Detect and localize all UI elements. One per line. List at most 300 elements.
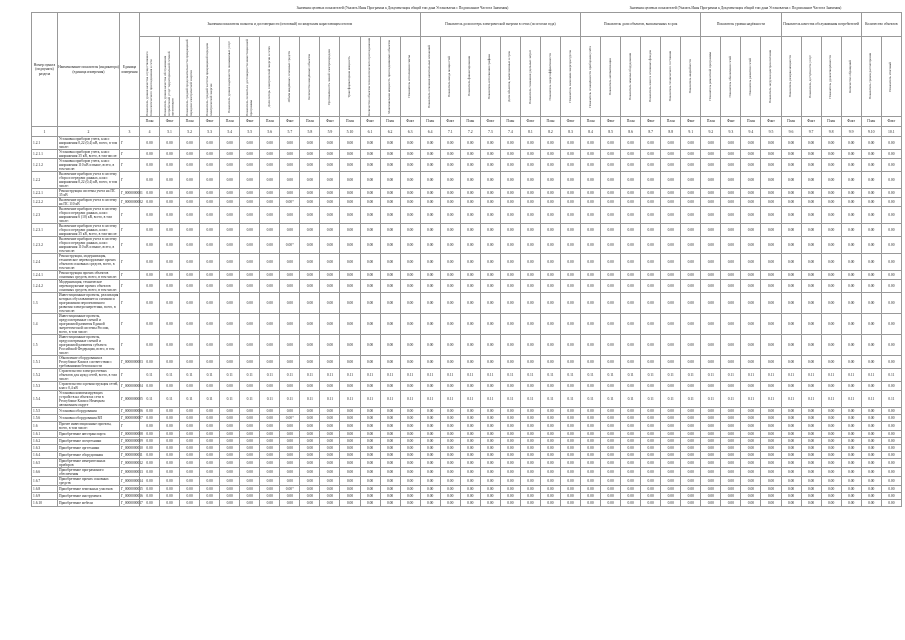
row-code: 1.6.9 xyxy=(32,493,58,500)
plan-fact-header: Факт xyxy=(400,117,420,127)
value-cell: 0.00 xyxy=(560,280,580,293)
value-cell: 0.11 xyxy=(581,391,601,408)
value-cell: 0.00 xyxy=(160,254,180,271)
value-cell: 0.00 xyxy=(741,224,761,237)
row-code: 1.2.1.1 xyxy=(32,150,58,159)
plan-fact-header: Факт xyxy=(841,117,861,127)
column-header: Доля потерь электрической энергии в сетях xyxy=(260,37,280,117)
value-cell: 0.00 xyxy=(761,422,781,431)
value-cell: 0.00 xyxy=(681,280,701,293)
value-cell: 0.00 xyxy=(621,382,641,391)
value-cell: 0.00 xyxy=(821,189,841,198)
value-cell: 0.00 xyxy=(641,459,661,468)
value-cell: 0.00 xyxy=(841,271,861,280)
value-cell: 0.00 xyxy=(520,293,540,314)
value-cell: 0.00 xyxy=(380,438,400,445)
value-cell: 0.00 xyxy=(320,172,340,189)
row-code: 1.2.3 xyxy=(32,207,58,224)
value-cell: 0.00 xyxy=(360,335,380,356)
row-unit: Г_0000000001 xyxy=(120,189,140,198)
value-cell: 0.00 xyxy=(360,431,380,438)
value-cell: 0.00 xyxy=(781,335,801,356)
value-cell: 0.11 xyxy=(420,369,440,382)
value-cell: 0.00 xyxy=(440,415,460,422)
column-number: 9.8 xyxy=(821,127,841,137)
value-cell: 0.00 xyxy=(200,452,220,459)
value-cell: 0.00 xyxy=(280,314,300,335)
value-cell: 0.00 xyxy=(340,314,360,335)
value-cell: 0.00 xyxy=(500,254,520,271)
value-cell: 0.00 xyxy=(480,207,500,224)
value-cell: 0.00 xyxy=(400,159,420,172)
value-cell: 0.00 xyxy=(480,159,500,172)
plan-fact-header: План xyxy=(460,117,480,127)
table-row xyxy=(32,172,902,189)
row-code: 1.2.4 xyxy=(32,254,58,271)
value-cell: 0.00 xyxy=(420,431,440,438)
value-cell: 0.00 xyxy=(280,477,300,486)
value-cell: 0.00 xyxy=(200,172,220,189)
value-cell: 0.00 xyxy=(741,237,761,254)
value-cell: 0.11 xyxy=(280,369,300,382)
value-cell: 0.00 xyxy=(300,314,320,335)
column-header: Показатель доступности услуг xyxy=(801,37,821,117)
plan-fact-header: Факт xyxy=(520,117,540,127)
value-cell: 0.00 xyxy=(380,150,400,159)
value-cell: 0.00 xyxy=(140,293,160,314)
column-number: 5.8 xyxy=(300,127,320,137)
value-cell: 0.00 xyxy=(861,408,881,415)
value-cell: 0.00 xyxy=(540,356,560,369)
value-cell: 0.00 xyxy=(821,452,841,459)
column-number: 9.2 xyxy=(701,127,721,137)
column-number: 10.1 xyxy=(881,127,901,137)
plan-fact-header: Факт xyxy=(881,117,901,127)
value-cell: 0.00 xyxy=(260,137,280,150)
value-cell: 0.00 xyxy=(601,408,621,415)
value-cell: 0.00 xyxy=(781,198,801,207)
value-cell: 0.00 xyxy=(340,207,360,224)
row-code: 1.6.1 xyxy=(32,431,58,438)
value-cell: 0.00 xyxy=(881,382,901,391)
value-cell: 0.00 xyxy=(440,422,460,431)
value-cell: 0.00 xyxy=(661,452,681,459)
value-cell: 0.00 xyxy=(400,237,420,254)
value-cell: 0.00 xyxy=(661,271,681,280)
plan-fact-header: Факт xyxy=(320,117,340,127)
plan-fact-header: Факт xyxy=(641,117,661,127)
plan-fact-header: План xyxy=(420,117,440,127)
value-cell: 0.00 xyxy=(641,415,661,422)
value-cell: 0.00 xyxy=(380,198,400,207)
value-cell: 0.00 xyxy=(701,459,721,468)
value-cell: 0.00 xyxy=(220,172,240,189)
row-name: Модернизация, техническое перевооружение прочих объектов основных средств, всего, в том числе: xyxy=(58,280,120,293)
value-cell: 0.00 xyxy=(380,314,400,335)
value-cell: 0.00 xyxy=(701,224,721,237)
value-cell: 0.00 xyxy=(460,254,480,271)
value-cell: 0.00 xyxy=(200,159,220,172)
value-cell: 0.00 xyxy=(420,415,440,422)
value-cell: 0.11 xyxy=(741,369,761,382)
value-cell: 0.00 xyxy=(260,493,280,500)
value-cell: 0.00 xyxy=(781,150,801,159)
value-cell: 0.00 xyxy=(280,224,300,237)
column-number: 5.9 xyxy=(320,127,340,137)
row-mark: * xyxy=(292,487,294,491)
value-cell: 0.11 xyxy=(260,391,280,408)
value-cell: 0.00 xyxy=(601,500,621,507)
value-cell: 0.00 xyxy=(761,271,781,280)
value-cell: 0.00 xyxy=(380,172,400,189)
row-name: Строительство электросетевых объектов для нужд сетей, всего, в том числе: xyxy=(58,369,120,382)
value-cell: 0.00 xyxy=(701,408,721,415)
value-cell: 0.00 xyxy=(540,207,560,224)
value-cell: 0.00 xyxy=(480,493,500,500)
value-cell: 0.00 xyxy=(260,254,280,271)
value-cell: 0.00 xyxy=(540,486,560,493)
plan-fact-header: Факт xyxy=(480,117,500,127)
table-row xyxy=(32,369,902,382)
value-cell: 0.00 xyxy=(520,254,540,271)
value-cell: 0.00 xyxy=(520,207,540,224)
value-cell: 0.11 xyxy=(841,391,861,408)
value-cell: 0.00 xyxy=(460,314,480,335)
value-cell: 0.00 xyxy=(460,500,480,507)
value-cell: 0.00 xyxy=(721,189,741,198)
value-cell: 0.11 xyxy=(520,369,540,382)
value-cell: 0.00 xyxy=(661,280,681,293)
value-cell: 0.00 xyxy=(661,237,681,254)
value-cell: 0.00 xyxy=(300,224,320,237)
value-cell: 0.00 xyxy=(320,445,340,452)
value-cell: 0.00 xyxy=(220,500,240,507)
row-code: 1.2.4.1 xyxy=(32,271,58,280)
value-cell: 0.00 xyxy=(881,477,901,486)
value-cell: 0.00 xyxy=(180,172,200,189)
value-cell: 0.00 xyxy=(180,150,200,159)
value-cell: 0.00 xyxy=(681,493,701,500)
value-cell: 0.00 xyxy=(420,314,440,335)
value-cell: 0.00 xyxy=(360,189,380,198)
value-cell: 0.00 xyxy=(560,500,580,507)
value-cell: 0.00 xyxy=(761,314,781,335)
table-row xyxy=(32,280,902,293)
value-cell: 0.00 xyxy=(821,207,841,224)
column-number: 7.4 xyxy=(500,127,520,137)
value-cell: 0.00 xyxy=(500,382,520,391)
value-cell: 0.00 xyxy=(400,493,420,500)
value-cell: 0.00 xyxy=(320,293,340,314)
table-row xyxy=(32,335,902,356)
value-cell: 0.00 xyxy=(881,431,901,438)
column-number: 8.6 xyxy=(621,127,641,137)
value-cell: 0.00 xyxy=(140,189,160,198)
value-cell: 0.00 xyxy=(360,280,380,293)
value-cell: 0.00 xyxy=(300,459,320,468)
value-cell: 0.00 xyxy=(240,198,260,207)
value-cell: 0.00 xyxy=(661,438,681,445)
row-unit: Г_0000000002 xyxy=(120,198,140,207)
value-cell: 0.00 xyxy=(300,198,320,207)
value-cell: 0.00 xyxy=(721,271,741,280)
value-cell: 0.11 xyxy=(280,391,300,408)
value-cell: 0.00 xyxy=(801,224,821,237)
value-cell: 0.00 xyxy=(460,438,480,445)
row-name: Включение приборов учета в систему на ПС 110 кВ xyxy=(58,198,120,207)
value-cell: 0.00 xyxy=(180,477,200,486)
value-cell: 0.00 xyxy=(140,408,160,415)
value-cell: 0.00 xyxy=(560,172,580,189)
value-cell: 0.00 xyxy=(821,500,841,507)
column-header: Показатель резерва мощности xyxy=(781,37,801,117)
value-cell: 0.00 xyxy=(601,137,621,150)
value-cell: 0.00 xyxy=(841,408,861,415)
value-cell: 0.00 xyxy=(380,493,400,500)
value-cell: 0.00 xyxy=(220,477,240,486)
value-cell: 0.00 xyxy=(360,452,380,459)
table-row xyxy=(32,391,902,408)
value-cell: 0.11 xyxy=(400,369,420,382)
value-cell: 0.00 xyxy=(420,486,440,493)
value-cell: 0.00 xyxy=(160,452,180,459)
value-cell: 0.00 xyxy=(761,280,781,293)
value-cell: 0.00 xyxy=(160,293,180,314)
value-cell: 0.00 xyxy=(781,254,801,271)
plan-fact-header: План xyxy=(581,117,601,127)
value-cell: 0.00 xyxy=(140,254,160,271)
value-cell: 0.00 xyxy=(601,452,621,459)
value-cell: 0.00 xyxy=(400,438,420,445)
value-cell: 0.00 xyxy=(300,207,320,224)
value-cell: 0.00 xyxy=(500,452,520,459)
value-cell: 0.00 xyxy=(240,271,260,280)
value-cell: 0.00 xyxy=(601,493,621,500)
value-cell: 0.00 xyxy=(540,493,560,500)
header-group-h: Количество объектов xyxy=(861,13,901,37)
plan-fact-header: Факт xyxy=(761,117,781,127)
value-cell: 0.00 xyxy=(500,280,520,293)
plan-fact-header: Факт xyxy=(601,117,621,127)
value-cell: 0.00 xyxy=(661,137,681,150)
row-unit: Г xyxy=(120,172,140,189)
row-name: Строительство и реконструкция сетей, класс 0,4 кВ xyxy=(59,382,119,390)
value-cell: 0.00 xyxy=(340,408,360,415)
value-cell: 0.00 xyxy=(500,477,520,486)
row-mark: * xyxy=(292,243,294,247)
value-cell: 0.00 xyxy=(340,459,360,468)
value-cell: 0.00 xyxy=(540,224,560,237)
value-cell: 0.00 xyxy=(140,335,160,356)
value-cell: 0.00 xyxy=(661,382,681,391)
value-cell: 0.00 xyxy=(440,493,460,500)
value-cell: 0.00 xyxy=(881,198,901,207)
value-cell: 0.00 xyxy=(621,500,641,507)
value-cell: 0.00 xyxy=(280,468,300,477)
value-cell: 0.00 xyxy=(681,459,701,468)
value-cell: 0.00 xyxy=(260,189,280,198)
value-cell: 0.00 xyxy=(801,438,821,445)
value-cell: 0.00 xyxy=(621,422,641,431)
row-code: 1.2.2 xyxy=(32,172,58,189)
value-cell: 0.00 xyxy=(140,224,160,237)
column-header: Показатель уровня надёжности оказываемых услуг xyxy=(220,37,240,117)
value-cell: 0.00 xyxy=(500,415,520,422)
value-cell: 0.00 xyxy=(420,137,440,150)
row-name: Приобретение автотранспорта xyxy=(58,431,120,438)
value-cell: 0.00 xyxy=(380,293,400,314)
value-cell: 0.00 xyxy=(160,189,180,198)
value-cell: 0.00 xyxy=(801,335,821,356)
value-cell: 0.00 xyxy=(781,293,801,314)
value-cell: 0.00 xyxy=(701,493,721,500)
value-cell: 0.00 xyxy=(621,493,641,500)
column-header: Максимальная мощность присоединяемых объектов xyxy=(380,37,400,117)
row-unit: Г_0000000016 xyxy=(121,494,143,498)
value-cell: 0.00 xyxy=(641,335,661,356)
value-cell: 0.00 xyxy=(801,159,821,172)
value-cell: 0.00 xyxy=(621,486,641,493)
value-cell: 0.00 xyxy=(140,172,160,189)
value-cell: 0.00 xyxy=(260,237,280,254)
value-cell: 0.00 xyxy=(781,415,801,422)
value-cell: 0.00 xyxy=(300,452,320,459)
value-cell: 0.00 xyxy=(701,271,721,280)
value-cell: 0.00 xyxy=(581,438,601,445)
value-cell: 0.00 xyxy=(520,150,540,159)
value-cell: 0.00 xyxy=(480,271,500,280)
value-cell: 0.00 xyxy=(560,408,580,415)
table-row xyxy=(32,415,902,422)
value-cell: 0.00 xyxy=(841,438,861,445)
value-cell: 0.00 xyxy=(701,280,721,293)
row-name: Установка компенсирующих устройств на объектах сети в Республике Коми и Ненецком автономном округе xyxy=(58,391,120,408)
value-cell: 0.00 xyxy=(761,150,781,159)
value-cell: 0.00 xyxy=(240,237,260,254)
value-cell: 0.00 xyxy=(420,382,440,391)
plan-fact-header: План xyxy=(821,117,841,127)
value-cell: 0.00 xyxy=(881,137,901,150)
value-cell: 0.00 xyxy=(220,452,240,459)
table-row xyxy=(32,198,902,207)
value-cell: 0.00 xyxy=(320,254,340,271)
value-cell: 0.00 xyxy=(581,445,601,452)
value-cell: 0.00 xyxy=(581,189,601,198)
value-cell: 0.00 xyxy=(821,150,841,159)
value-cell: 0.00 xyxy=(140,452,160,459)
value-cell: 0.00 xyxy=(180,137,200,150)
value-cell: 0.00 xyxy=(601,356,621,369)
value-cell: 0.00 xyxy=(480,356,500,369)
value-cell: 0.00 xyxy=(240,415,260,422)
row-name: Инвестиционные проекты, реализация которых обуславливается схемами и программами перспективного развития электроэнергетики, всего, в том числе: xyxy=(59,293,119,313)
value-cell: 0.00 xyxy=(641,254,661,271)
value-cell: 0.00 xyxy=(701,150,721,159)
value-cell: 0.00 xyxy=(621,356,641,369)
value-cell: 0.00 xyxy=(260,382,280,391)
value-cell: 0.00 xyxy=(320,438,340,445)
value-cell: 0.00 xyxy=(701,415,721,422)
value-cell: 0.00 xyxy=(560,459,580,468)
column-header: Протяжённость линий электропередачи xyxy=(320,37,340,117)
value-cell: 0.00 xyxy=(180,431,200,438)
value-cell: 0.00 xyxy=(140,280,160,293)
value-cell: 0.11 xyxy=(601,391,621,408)
column-header: Показатель автоматизации xyxy=(601,37,621,117)
value-cell: 0.00 xyxy=(480,459,500,468)
value-cell: 0.00 xyxy=(220,271,240,280)
value-cell: 0.00 xyxy=(480,254,500,271)
value-cell: 0.00 xyxy=(360,293,380,314)
row-unit: Г_0000000004 xyxy=(120,382,140,391)
row-unit: Г xyxy=(120,293,140,314)
value-cell: 0.00 xyxy=(881,500,901,507)
value-cell: 0.00 xyxy=(520,438,540,445)
plan-fact-header: План xyxy=(621,117,641,127)
value-cell: 0.00 xyxy=(641,431,661,438)
value-cell: 0.00 xyxy=(160,408,180,415)
value-cell: 0.00 xyxy=(520,408,540,415)
value-cell: 0.11 xyxy=(180,369,200,382)
value-cell: 0.00 xyxy=(741,198,761,207)
table-row xyxy=(32,189,902,198)
value-cell: 0.11 xyxy=(420,391,440,408)
value-cell: 0.00 xyxy=(761,493,781,500)
value-cell: 0.00 xyxy=(400,408,420,415)
value-cell: 0.00 xyxy=(801,293,821,314)
value-cell: 0.00 xyxy=(440,408,460,415)
value-cell: 0.00 xyxy=(520,422,540,431)
value-cell: 0.00 xyxy=(340,452,360,459)
value-cell: 0.00 xyxy=(460,431,480,438)
row-name: Реконструкция, модернизация, техническое перевооружение прочих объектов основных средств, всего, в том числе: xyxy=(58,254,120,271)
value-cell: 0.00 xyxy=(140,468,160,477)
plan-fact-header: План xyxy=(220,117,240,127)
value-cell: 0.00 xyxy=(861,356,881,369)
top-caption xyxy=(236,4,902,12)
value-cell: 0.00 xyxy=(781,207,801,224)
value-cell: 0.00 xyxy=(841,224,861,237)
value-cell: 0.00 xyxy=(721,137,741,150)
value-cell: 0.00 xyxy=(440,486,460,493)
value-cell: 0.00 xyxy=(240,468,260,477)
column-number-row xyxy=(32,127,902,137)
value-cell: 0.00 xyxy=(200,271,220,280)
value-cell: 0.00 xyxy=(440,271,460,280)
value-cell: 0.00 xyxy=(440,438,460,445)
value-cell: 0.00 xyxy=(440,137,460,150)
value-cell: 0.00 xyxy=(200,438,220,445)
value-cell: 0.00 xyxy=(821,237,841,254)
value-cell: 0.00 xyxy=(200,293,220,314)
value-cell: 0.00 xyxy=(621,207,641,224)
value-cell: 0.00 xyxy=(200,459,220,468)
value-cell: 0.00 xyxy=(560,314,580,335)
value-cell: 0.00 xyxy=(500,408,520,415)
value-cell: 0.00 xyxy=(480,150,500,159)
value-cell: 0.00 xyxy=(701,207,721,224)
value-cell: 0.00 xyxy=(661,314,681,335)
value-cell: 0.00 xyxy=(200,445,220,452)
row-code: 1.5.1 xyxy=(32,356,58,369)
value-cell: 0.00 xyxy=(540,198,560,207)
value-cell: 0.00 xyxy=(801,500,821,507)
row-code: 1.6.3 xyxy=(32,445,58,452)
value-cell: 0.00 xyxy=(500,137,520,150)
value-cell: 0.00 xyxy=(520,445,540,452)
value-cell: 0.00 xyxy=(260,293,280,314)
value-cell: 0.00 xyxy=(360,137,380,150)
